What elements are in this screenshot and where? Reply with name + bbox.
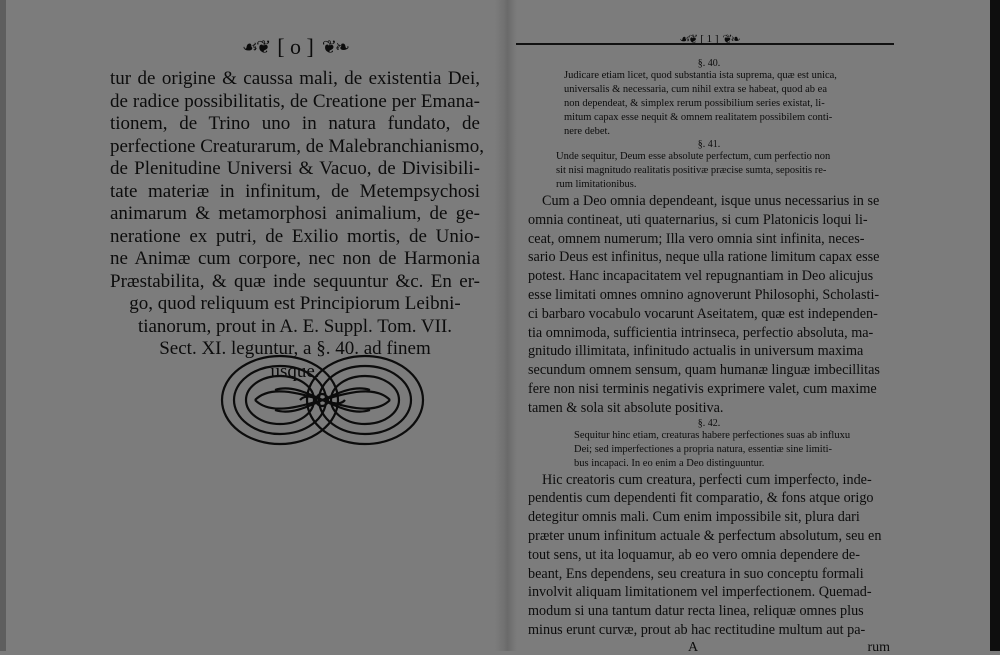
ornament-icon: ☙❦ bbox=[679, 31, 697, 46]
section-number: §. 42. bbox=[697, 417, 721, 429]
page-edge-left bbox=[0, 0, 6, 651]
text-line: sario Deus est infinitus, neque ulla ratione limitum capax esse bbox=[528, 249, 880, 266]
page-edge-right bbox=[990, 0, 1000, 651]
text-line: tionem, de Trino uno in natura fundato, de bbox=[110, 113, 480, 134]
page-number: [ 1 ] bbox=[700, 33, 719, 45]
ornament-icon: ❦❧ bbox=[321, 36, 349, 57]
left-page bbox=[110, 30, 485, 383]
text-line: potest. Hanc incapacitatem vel repugnantiam in Deo alicujus bbox=[528, 268, 874, 285]
section-number: §. 41. bbox=[697, 139, 721, 150]
text-line: Judicare etiam licet, quod substantia ista suprema, quæ est unica, bbox=[564, 70, 837, 81]
text-line: tianorum, prout in A. E. Suppl. Tom. VII. bbox=[137, 315, 453, 337]
ornament-icon: ☙❦ bbox=[241, 36, 270, 57]
text-line: rum limitationibus. bbox=[556, 179, 637, 190]
right-page-header bbox=[528, 31, 890, 46]
book-spine bbox=[495, 0, 517, 651]
text-line: sit nisi magnitudo realitatis positivæ præcise sumta, sepositis re- bbox=[556, 165, 827, 176]
text-line: de radice possibilitatis, de Creatione per Emana- bbox=[110, 90, 480, 112]
text-line: de Plenitudine Universi & Vacuo, de Divisibili- bbox=[110, 158, 480, 179]
text-line: universalis & necessaria, cum nihil extra se habeat, quod ab ea bbox=[564, 84, 827, 95]
body-paragraph bbox=[528, 192, 890, 418]
text-line: gnitudo illimitata, infinitudo actualis in universum maxima bbox=[528, 343, 864, 360]
text-line: perfectione Creaturarum, de Malebranchianismo, bbox=[110, 135, 485, 157]
text-line: involvit aliquam limitationem vel imperfectionem. Quemad- bbox=[528, 584, 872, 601]
text-line: fere non nisi terminis negativis exprimere valet, cum maxime bbox=[528, 380, 877, 397]
body-paragraph bbox=[528, 471, 890, 640]
text-line: ne Animæ cum corpore, nec non de Harmonia bbox=[110, 248, 480, 269]
page-footer bbox=[528, 640, 890, 655]
text-line: tate materiæ in infinitum, de Metempsychosi bbox=[110, 180, 480, 202]
text-line: minus erunt curvæ, prout ab hac rectitudine multum aut pa- bbox=[528, 621, 866, 638]
text-line: Cum a Deo omnia dependeant, isque unus necessarius in se bbox=[542, 193, 880, 209]
text-line: detegitur omnis mali. Cum enim impossibile sit, plura dari bbox=[528, 509, 860, 526]
text-line: Sect. XI. leguntur, a §. 40. ad finem bbox=[159, 338, 431, 359]
section-number: §. 40. bbox=[697, 58, 721, 69]
text-line: non dependeat, & simplex rerum possibilium series existat, li- bbox=[564, 98, 825, 109]
section-text bbox=[556, 150, 890, 192]
text-line: omnia contineat, uti quaternarius, si cum Platonicis loqui li- bbox=[528, 211, 868, 228]
catchword: rum bbox=[867, 639, 890, 655]
page-number: [ o ] bbox=[277, 34, 314, 59]
text-line: esse limitati omnes omnino agnoverunt Philosophi, Scholasti- bbox=[528, 286, 880, 303]
signature-mark: A bbox=[688, 639, 699, 655]
text-line: modum si una tantum datur recta linea, reliquæ omnes plus bbox=[528, 603, 864, 620]
text-line: ci barbaro vocabulo vocarunt Aseitatem, quæ est independen- bbox=[528, 305, 878, 322]
text-line: pendentis cum dependenti fit comparatio, & fons atque origo bbox=[528, 490, 874, 507]
text-line: animarum & metamorphosi animalium, de ge- bbox=[110, 203, 480, 224]
text-line: nere debet. bbox=[564, 126, 611, 137]
text-line: Dei; sed imperfectiones a propria natura, essentiæ sine limiti- bbox=[574, 443, 833, 455]
text-line: tia omnimoda, sufficientia intrinseca, perfectio absoluta, ma- bbox=[528, 324, 874, 341]
ornament-icon: ❦❧ bbox=[722, 31, 739, 46]
text-line: tamen & sola sit absolute positiva. bbox=[528, 399, 724, 416]
text-line: mitum capax esse nequit & omnem realitatem possibilem conti- bbox=[564, 112, 833, 123]
calligraphic-flourish-icon bbox=[215, 350, 430, 450]
text-line: neratione ex putri, de Exilio mortis, de Unio- bbox=[110, 225, 480, 247]
left-page-header bbox=[110, 30, 480, 64]
text-line: tur de origine & caussa mali, de existentia Dei, bbox=[110, 68, 480, 89]
text-line: bus incapaci. In eo enim a Deo distinguuntur. bbox=[574, 457, 765, 469]
text-line: secundum omnem sensum, quam humanæ linguæ imbecillitas bbox=[528, 362, 880, 379]
text-line: præter unum infinitum actuale & perfectum absolutum, seu en bbox=[528, 527, 882, 544]
text-line: ceat, omnem numerum; Illa vero omnia sint infinita, neces- bbox=[528, 230, 865, 247]
text-line: tout sens, ut ita loquamur, ab eo vero omnia dependere de- bbox=[528, 546, 860, 563]
text-line: Præstabilita, & quæ inde sequuntur &c. En er- bbox=[110, 270, 480, 292]
section-text bbox=[564, 69, 890, 139]
right-page bbox=[528, 31, 890, 655]
text-line: Sequitur hinc etiam, creaturas habere perfectiones suas ab influxu bbox=[574, 429, 851, 441]
text-line: Unde sequitur, Deum esse absolute perfectum, cum perfectio non bbox=[556, 151, 831, 162]
text-line: Hic creatoris cum creatura, perfecti cum imperfecto, inde- bbox=[542, 471, 872, 488]
section-text bbox=[574, 429, 890, 471]
left-page-text bbox=[110, 68, 485, 383]
text-line: usque. bbox=[270, 360, 320, 382]
text-line: go, quod reliquum est Principiorum Leibni- bbox=[129, 293, 461, 314]
text-line: beant, Ens dependens, seu creatura in suo conceptu formali bbox=[528, 565, 864, 582]
